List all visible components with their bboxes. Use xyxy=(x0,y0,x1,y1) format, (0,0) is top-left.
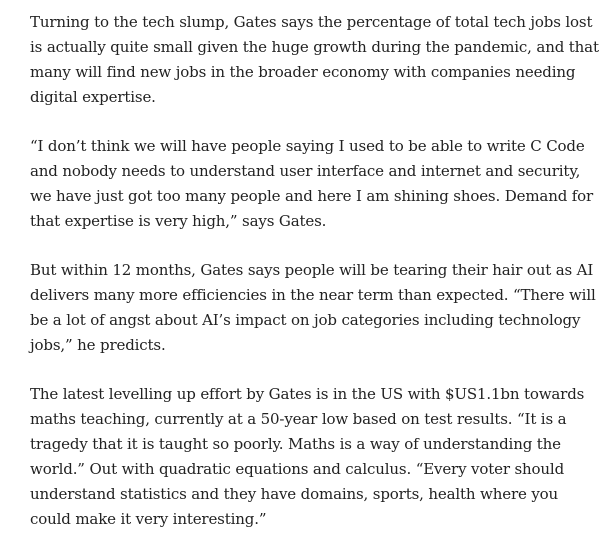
article-paragraph: “I don’t think we will have people saying I used to be able to write C Code and nobody needs to understand user interface and internet and security, we have just got too many people and here I am shining shoes. Demand for that expertise is very high,” says Gates. xyxy=(30,137,594,230)
article-paragraph: The latest levelling up effort by Gates is in the US with $US1.1bn towards maths teaching, currently at a 50-year low based on test results. “It is a tragedy that it is taught so poorly. Maths is a way of understanding the world.” Out with quadratic equations and calculus. “Every voter should understand statistics and they have domains, sports, health where you could make it very interesting.” xyxy=(30,385,585,528)
article-paragraph: Turning to the tech slump, Gates says the percentage of total tech jobs lost is actually quite small given the huge growth during the pandemic, and that many will find new jobs in the broader economy with companies needing digital expertise. xyxy=(30,13,599,106)
article-paragraph: But within 12 months, Gates says people will be tearing their hair out as AI delivers many more efficiencies in the near term than expected. “There will be a lot of angst about AI’s impact on job categories including technology jobs,” he predicts. xyxy=(30,261,596,354)
article-body xyxy=(30,10,602,556)
